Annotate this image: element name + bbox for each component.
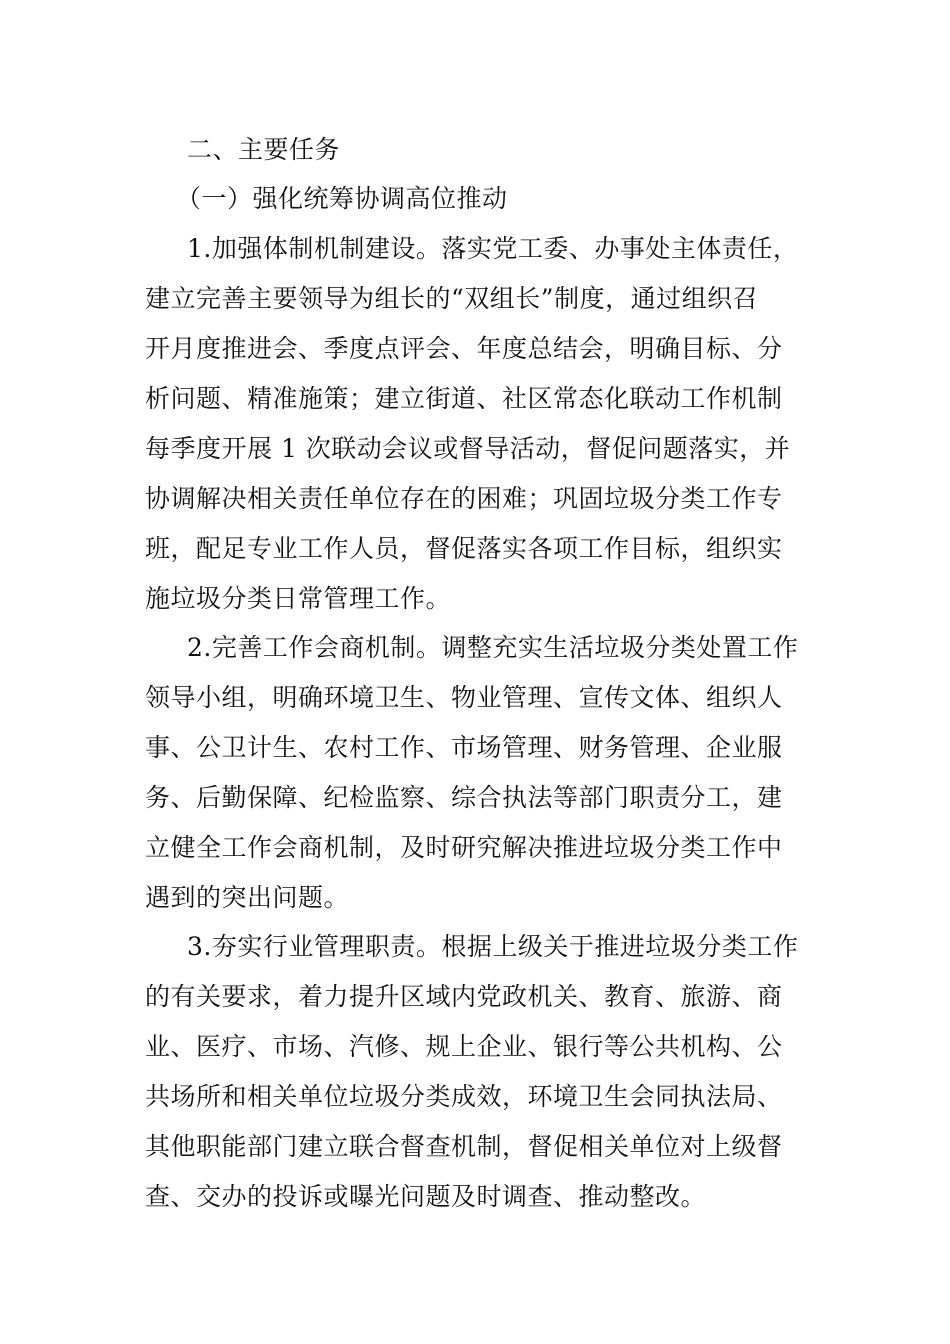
paragraph-2-line-2 — [0, 683, 950, 713]
section-heading-text: 二、主要任务 — [187, 135, 341, 164]
paragraph-text: 共场所和相关单位垃圾分类成效，环境卫生会同执法局、 — [145, 1082, 783, 1111]
paragraph-text: 务、后勤保障、纪检监察、综合执法等部门职责分工，建 — [145, 783, 783, 812]
paragraph-text: 3.夯实行业管理职责。根据上级关于推进垃圾分类工作 — [187, 932, 799, 961]
paragraph-3-line-4 — [0, 1082, 950, 1112]
paragraph-text: 立健全工作会商机制，及时研究解决推进垃圾分类工作中 — [145, 833, 783, 862]
paragraph-text: 事、公卫计生、农村工作、市场管理、财务管理、企业服 — [145, 733, 783, 762]
paragraph-2-line-5 — [0, 833, 950, 863]
paragraph-text: 其他职能部门建立联合督查机制，督促相关单位对上级督 — [145, 1132, 783, 1161]
paragraph-3-line-3 — [0, 1032, 950, 1062]
paragraph-1-line-8 — [0, 584, 950, 614]
paragraph-1-line-6 — [0, 484, 950, 514]
paragraph-text: 2.完善工作会商机制。调整充实生活垃圾分类处置工作 — [187, 633, 799, 662]
paragraph-text: 协调解决相关责任单位存在的困难；巩固垃圾分类工作专 — [145, 484, 783, 513]
paragraph-1-line-7 — [0, 534, 950, 564]
paragraph-text: 建立完善主要领导为组长的“双组长”制度，通过组织召 — [145, 284, 759, 313]
paragraph-2-line-6 — [0, 883, 950, 913]
paragraph-3-line-2 — [0, 982, 950, 1012]
paragraph-text: 的有关要求，着力提升区域内党政机关、教育、旅游、商 — [145, 982, 783, 1011]
paragraph-3-line-6 — [0, 1182, 950, 1212]
paragraph-text: 业、医疗、市场、汽修、规上企业、银行等公共机构、公 — [145, 1032, 783, 1061]
paragraph-1-line-1 — [0, 234, 950, 264]
paragraph-2-line-1 — [0, 633, 950, 663]
paragraph-text: 班，配足专业工作人员，督促落实各项工作目标，组织实 — [145, 534, 783, 563]
paragraph-2-line-4 — [0, 783, 950, 813]
paragraph-3-line-5 — [0, 1132, 950, 1162]
paragraph-text: 每季度开展 1 次联动会议或督导活动，督促问题落实，并 — [145, 434, 791, 463]
paragraph-text: 查、交办的投诉或曝光问题及时调查、推动整改。 — [145, 1182, 707, 1211]
paragraph-text: 施垃圾分类日常管理工作。 — [145, 584, 452, 613]
subsection-heading-text: （一）强化统筹协调高位推动 — [176, 184, 508, 213]
paragraph-text: 开月度推进会、季度点评会、年度总结会，明确目标、分 — [145, 334, 783, 363]
paragraph-text: 1.加强体制机制建设。落实党工委、办事处主体责任， — [187, 234, 799, 263]
paragraph-2-line-3 — [0, 733, 950, 763]
paragraph-1-line-2 — [0, 284, 950, 314]
paragraph-1-line-5 — [0, 434, 950, 464]
subsection-heading — [0, 184, 950, 214]
paragraph-text: 遇到的突出问题。 — [145, 883, 350, 912]
paragraph-1-line-4 — [0, 384, 950, 414]
paragraph-text: 领导小组，明确环境卫生、物业管理、宣传文体、组织人 — [145, 683, 783, 712]
paragraph-1-line-3 — [0, 334, 950, 364]
paragraph-text: 析问题、精准施策；建立街道、社区常态化联动工作机制 — [145, 384, 783, 413]
paragraph-3-line-1 — [0, 932, 950, 962]
section-heading — [0, 135, 950, 165]
